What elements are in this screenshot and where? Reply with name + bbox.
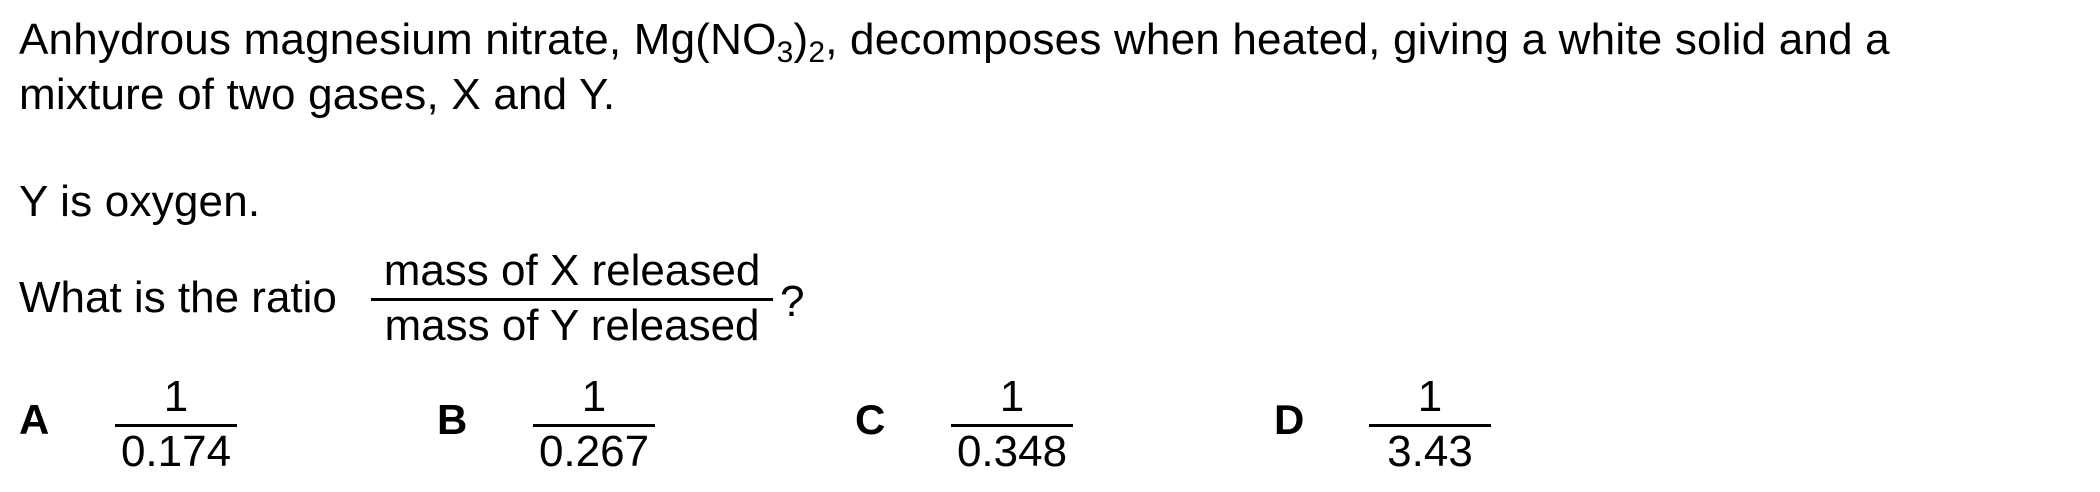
subscript-2: 2 (808, 36, 826, 69)
option-b-fraction[interactable] (533, 372, 655, 477)
subscript-3: 3 (776, 36, 794, 69)
option-a-numerator: 1 (163, 372, 189, 421)
line1-text-end: , decomposes when heated, giving a white solid and a (825, 15, 1890, 64)
line1-text-start: Anhydrous magnesium nitrate, Mg(NO (19, 15, 777, 64)
option-b-letter[interactable]: B (437, 396, 468, 443)
option-a-letter[interactable]: A (19, 396, 50, 443)
option-d-numerator: 1 (1417, 372, 1443, 421)
ratio-fraction (371, 246, 773, 351)
option-b-numerator: 1 (581, 372, 607, 421)
option-c-numerator: 1 (999, 372, 1025, 421)
option-d-denominator: 3.43 (1387, 427, 1473, 476)
option-d-fraction[interactable] (1369, 372, 1491, 477)
option-c-letter[interactable]: C (855, 396, 886, 443)
ratio-question-mark: ? (780, 277, 805, 326)
option-a-fraction[interactable] (115, 372, 237, 477)
question-line-3: Y is oxygen. (19, 177, 261, 226)
question-line-2: mixture of two gases, X and Y. (19, 70, 616, 119)
option-d-letter[interactable]: D (1274, 396, 1305, 443)
ratio-prompt: What is the ratio (19, 273, 337, 322)
option-c-denominator: 0.348 (956, 427, 1068, 476)
line1-paren: ) (793, 15, 809, 64)
ratio-numerator: mass of X released (383, 246, 761, 295)
option-a-denominator: 0.174 (120, 427, 232, 476)
option-c-fraction[interactable] (951, 372, 1073, 477)
option-b-denominator: 0.267 (538, 427, 650, 476)
question-line-1 (19, 14, 1890, 69)
ratio-denominator: mass of Y released (384, 301, 760, 350)
